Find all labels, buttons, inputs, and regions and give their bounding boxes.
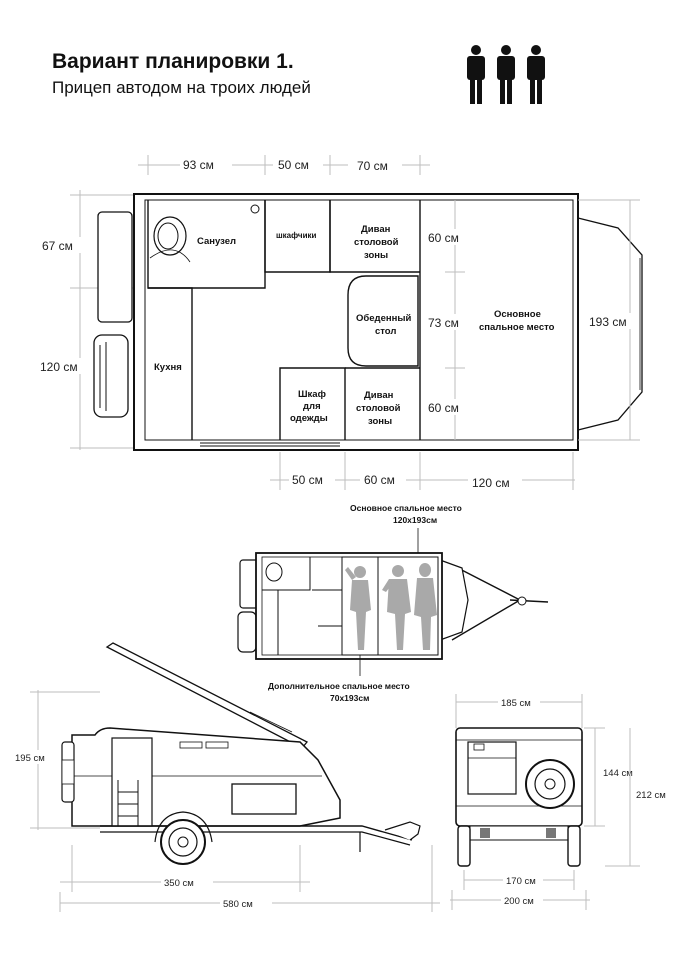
plan-top-dimensions: [138, 155, 430, 175]
room-wardrobe-3: одежды: [290, 413, 328, 424]
dim-93: 93 см: [183, 158, 214, 172]
dim-70: 70 см: [357, 159, 388, 173]
spare-wheel: [94, 335, 128, 417]
room-sofa-bottom-2: столовой: [356, 403, 401, 414]
dim-side-height: 195 см: [15, 753, 45, 764]
dim-193: 193 см: [589, 315, 627, 329]
dim-60-bottom: 60 см: [364, 473, 395, 487]
room-bed-2: спальное место: [479, 322, 555, 333]
dim-120-left: 120 см: [40, 360, 78, 374]
dim-67: 67 см: [42, 239, 73, 253]
dim-60-lower: 60 см: [428, 401, 459, 415]
dim-rear-total-width: 200 см: [504, 896, 534, 907]
main-bed-caption-2: 120x193см: [393, 515, 438, 525]
page-subtitle: Прицеп автодом на троих людей: [52, 78, 311, 97]
room-wardrobe-1: Шкаф: [298, 389, 326, 400]
extra-bed-caption-2: 70x193см: [330, 693, 370, 703]
dim-rear-top-width: 185 см: [501, 698, 531, 709]
main-bed-caption-1: Основное спальное место: [350, 503, 462, 513]
dim-rear-total-height: 212 см: [636, 790, 666, 801]
floor-plan: [38, 155, 642, 490]
rear-rack: [98, 212, 132, 322]
room-table-1: Обеденный: [356, 313, 412, 324]
room-sofa-top-2: столовой: [354, 237, 399, 248]
dim-body-length: 350 см: [164, 878, 194, 889]
page-title: Вариант планировки 1.: [52, 50, 294, 73]
sleeping-view: [238, 503, 548, 703]
room-kitchen: Кухня: [154, 362, 182, 373]
rear-view: [450, 694, 672, 910]
dim-50-bottom: 50 см: [292, 473, 323, 487]
dim-50-top: 50 см: [278, 158, 309, 172]
dim-60-upper: 60 см: [428, 231, 459, 245]
dim-rear-track: 170 см: [506, 876, 536, 887]
room-wardrobe-2: для: [303, 401, 321, 412]
dim-73: 73 см: [428, 316, 459, 330]
side-window: [232, 784, 296, 814]
room-sofa-bottom-1: Диван: [364, 390, 394, 401]
room-cabinets: шкафчики: [276, 231, 317, 240]
dim-120-bottom: 120 см: [472, 476, 510, 490]
dim-rear-body-height: 144 см: [603, 768, 633, 779]
room-sofa-bottom-3: зоны: [368, 416, 393, 427]
extra-bed-caption-1: Дополнительное спальное место: [268, 681, 410, 691]
room-table-2: стол: [375, 326, 397, 337]
sink-icon: [251, 205, 259, 213]
room-sofa-top-1: Диван: [361, 224, 391, 235]
room-bed-1: Основное: [494, 309, 541, 320]
room-sofa-top-3: зоны: [364, 250, 389, 261]
dim-total-length: 580 см: [223, 899, 253, 910]
room-bathroom: Санузел: [197, 236, 237, 247]
